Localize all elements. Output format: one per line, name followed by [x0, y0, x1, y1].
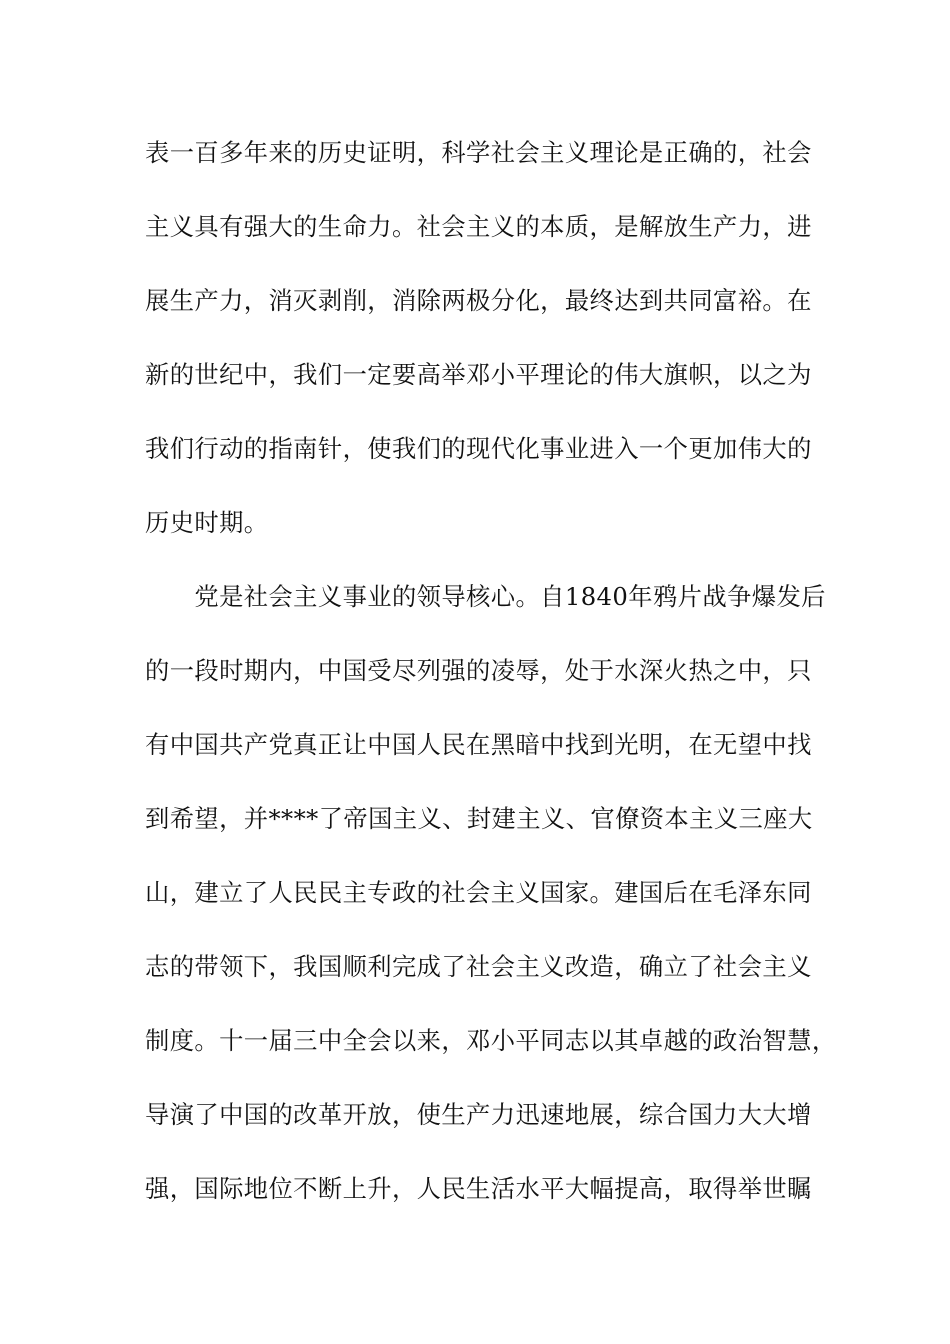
text-line: 强，国际地位不断上升，人民生活水平大幅提高，取得举世瞩: [145, 1174, 812, 1203]
text-line: 我们行动的指南针，使我们的现代化事业进入一个更加伟大的: [145, 434, 812, 463]
text-line: 山，建立了人民民主专政的社会主义国家。建国后在毛泽东同: [145, 878, 812, 907]
text-line: 新的世纪中，我们一定要高举邓小平理论的伟大旗帜，以之为: [145, 360, 812, 389]
text-line: 展生产力，消灭剥削，消除两极分化，最终达到共同富裕。在: [145, 286, 812, 315]
text-line: 志的带领下，我国顺利完成了社会主义改造，确立了社会主义: [145, 952, 812, 981]
text-line: 历史时期。: [145, 508, 269, 537]
body-text: [145, 131, 837, 1241]
text-line: 的一段时期内，中国受尽列强的凌辱，处于水深火热之中，只: [145, 656, 812, 685]
text-line: 有中国共产党真正让中国人民在黑暗中找到光明，在无望中找: [145, 730, 812, 759]
text-line: 主义具有强大的生命力。社会主义的本质，是解放生产力，进: [145, 212, 812, 241]
text-line: 表一百多年来的历史证明，科学社会主义理论是正确的，社会: [145, 138, 812, 167]
text-line: 导演了中国的改革开放，使生产力迅速地展，综合国力大大增: [145, 1100, 812, 1129]
text-line: 制度。十一届三中全会以来，邓小平同志以其卓越的政治智慧，: [145, 1026, 837, 1055]
text-line: 到希望，并****了帝国主义、封建主义、官僚资本主义三座大: [145, 804, 813, 833]
text-line: 党是社会主义事业的领导核心。自1840年鸦片战争爆发后: [145, 582, 826, 611]
